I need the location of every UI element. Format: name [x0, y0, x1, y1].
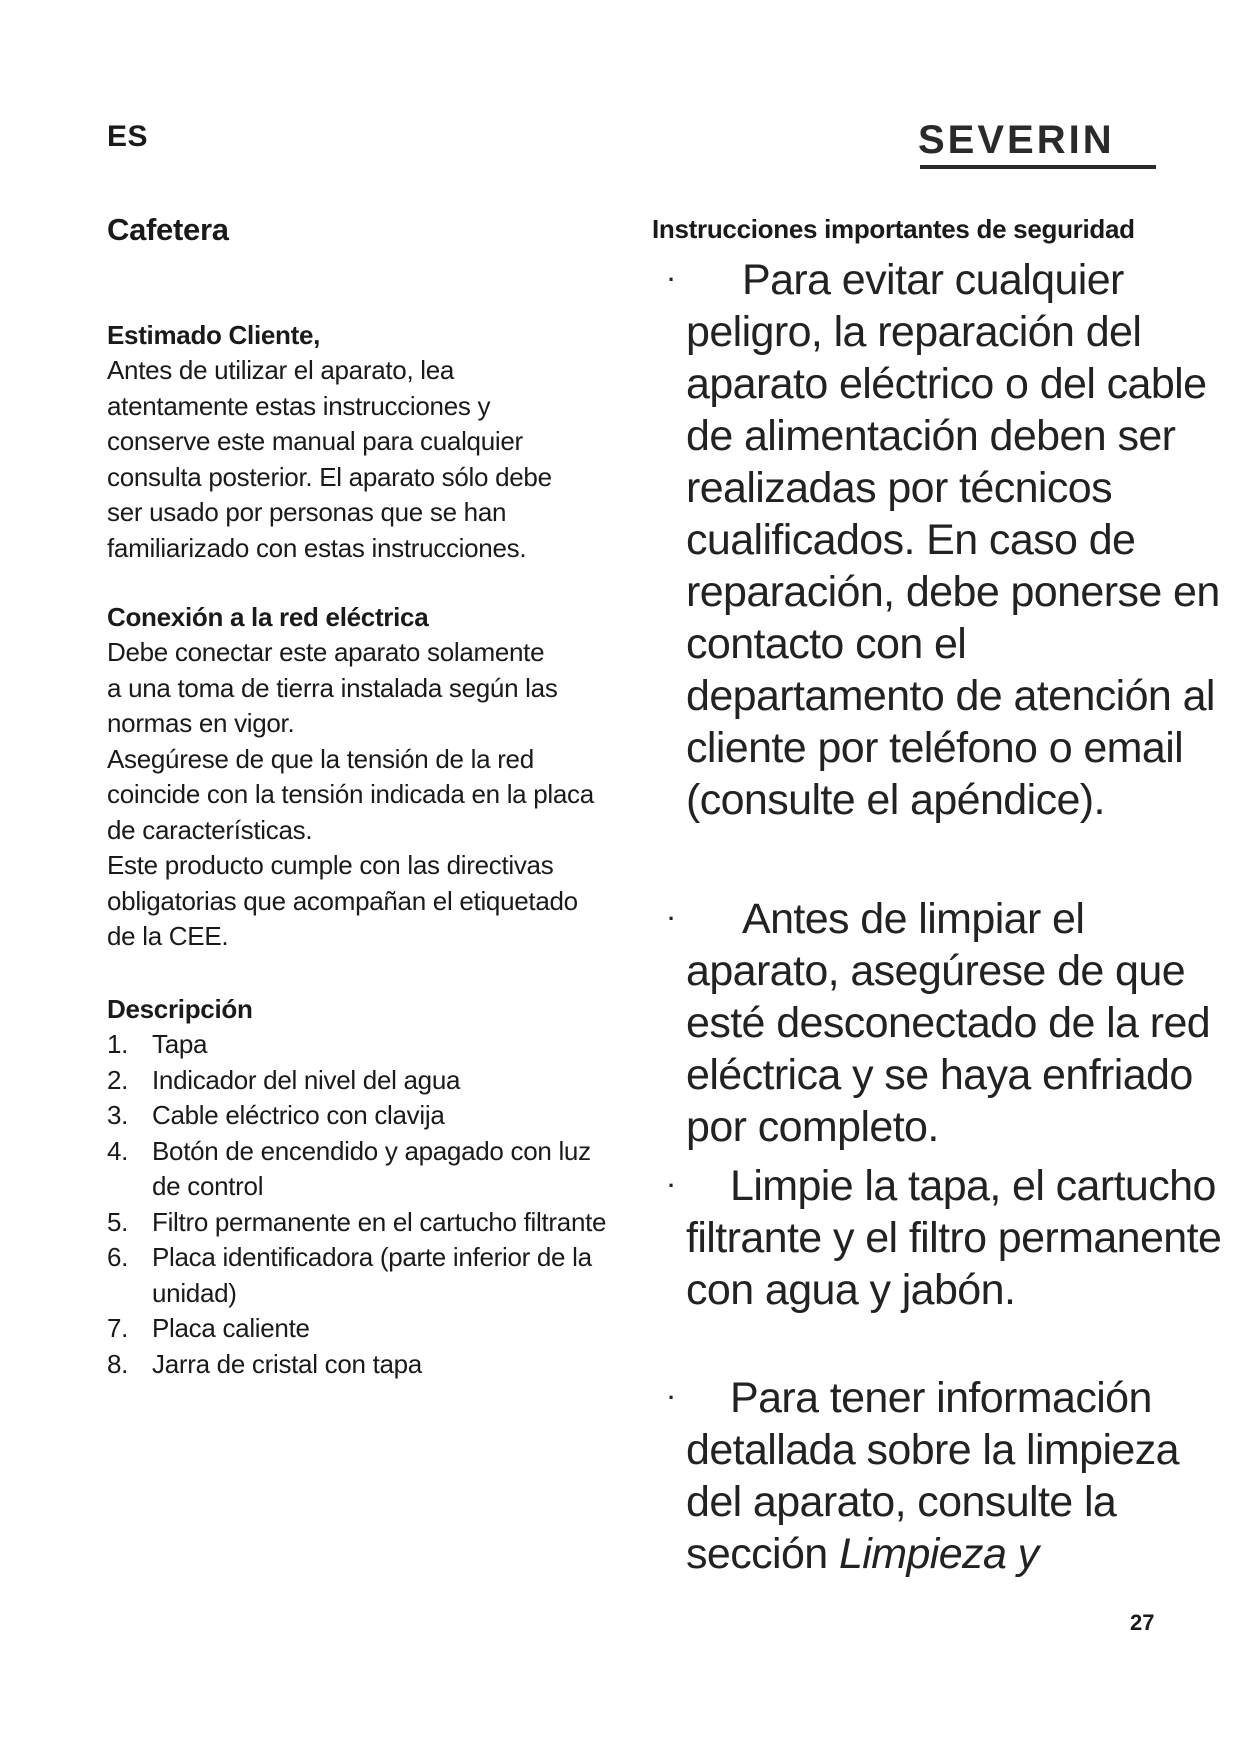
- list-item: [107, 1240, 607, 1311]
- bullet-icon: ·: [668, 267, 675, 292]
- warning-text: Para evitar cualquier peligro, la reparación del aparato eléctrico o del cable de alimentación deben ser realizadas por técnicos cualificados. En caso de reparación, debe ponerse en contacto con el departamento de atención al cliente por teléfono o email (consulte el apéndice).: [686, 256, 1220, 824]
- item-text: Filtro permanente en el cartucho filtrante: [152, 1206, 607, 1237]
- description-list: [107, 1027, 607, 1382]
- description-heading: Descripción: [107, 994, 253, 1024]
- connection-line: a una toma de tierra instalada según las: [107, 672, 558, 703]
- safety-warning: [668, 1372, 1226, 1580]
- item-number: 4.: [107, 1135, 129, 1166]
- list-item: [107, 1098, 607, 1134]
- item-number: 2.: [107, 1064, 129, 1095]
- bullet-icon: ·: [668, 906, 675, 931]
- greeting-line: familiarizado con estas instrucciones.: [107, 532, 527, 563]
- connection-section: [107, 600, 627, 955]
- greeting-line: ser usado por personas que se han: [107, 497, 507, 527]
- page-number: 27: [1130, 1610, 1155, 1635]
- logo-underline: [920, 165, 1156, 169]
- item-number: 5.: [107, 1206, 129, 1237]
- connection-line: Asegúrese de que la tensión de la red: [107, 743, 534, 774]
- list-item: [107, 1027, 607, 1063]
- list-item: [107, 1311, 607, 1347]
- item-number: 1.: [107, 1029, 129, 1059]
- language-code: ES: [107, 120, 149, 153]
- greeting-line: atentamente estas instrucciones y: [107, 390, 491, 421]
- severin-logo: SEVERIN: [918, 118, 1115, 162]
- item-text: Tapa: [152, 1029, 208, 1059]
- item-number: 7.: [107, 1313, 129, 1343]
- greeting-heading: Estimado Cliente,: [107, 320, 321, 350]
- safety-warning: [668, 893, 1226, 1153]
- greeting-line: consulta posterior. El aparato sólo debe: [107, 461, 552, 492]
- bullet-icon: ·: [668, 1173, 675, 1198]
- connection-line: de la CEE.: [107, 921, 229, 951]
- connection-line: Debe conectar este aparato solamente: [107, 637, 545, 667]
- connection-heading: Conexión a la red eléctrica: [107, 602, 429, 632]
- warning-text: Antes de limpiar el aparato, asegúrese de que esté desconectado de la red eléctrica y se haya enfriado por completo.: [686, 895, 1211, 1151]
- item-text: Indicador del nivel del agua: [152, 1064, 461, 1095]
- item-text: Cable eléctrico con clavija: [152, 1100, 445, 1130]
- list-item: [107, 1205, 607, 1241]
- connection-line: normas en vigor.: [107, 708, 295, 738]
- safety-heading: Instrucciones importantes de seguridad: [652, 214, 1135, 244]
- greeting-section: [107, 318, 627, 566]
- connection-line: coincide con la tensión indicada en la placa: [107, 779, 594, 809]
- item-text: Jarra de cristal con tapa: [152, 1348, 422, 1379]
- warning-prefix: Para tener información detallada sobre la limpieza del aparato, consulte la sección: [686, 1374, 1179, 1578]
- item-text: Botón de encendido y apagado con luz de control: [152, 1135, 591, 1201]
- item-text: Placa identificadora (parte inferior de la unidad): [152, 1242, 592, 1308]
- connection-line: de características.: [107, 814, 313, 845]
- bullet-icon: ·: [668, 1385, 675, 1410]
- greeting-line: conserve este manual para cualquier: [107, 426, 523, 456]
- list-item: [107, 1347, 607, 1383]
- connection-line: Este producto cumple con las directivas: [107, 850, 554, 880]
- warning-text: Limpie la tapa, el cartucho filtrante y el filtro permanente con agua y jabón.: [686, 1162, 1222, 1314]
- page-title: Cafetera: [107, 212, 229, 247]
- description-section: [107, 992, 607, 1382]
- greeting-line: Antes de utilizar el aparato, lea: [107, 355, 455, 385]
- list-item: [107, 1063, 607, 1099]
- safety-warning: [668, 254, 1226, 826]
- item-text: Placa caliente: [152, 1313, 310, 1343]
- safety-warning: [668, 1160, 1226, 1316]
- item-number: 8.: [107, 1348, 129, 1379]
- warning-text: [686, 1372, 1226, 1580]
- list-item: [107, 1134, 607, 1205]
- connection-line: obligatorias que acompañan el etiquetado: [107, 885, 578, 916]
- item-number: 6.: [107, 1242, 129, 1272]
- item-number: 3.: [107, 1100, 129, 1130]
- warning-italic-reference: Limpieza y: [838, 1530, 1039, 1578]
